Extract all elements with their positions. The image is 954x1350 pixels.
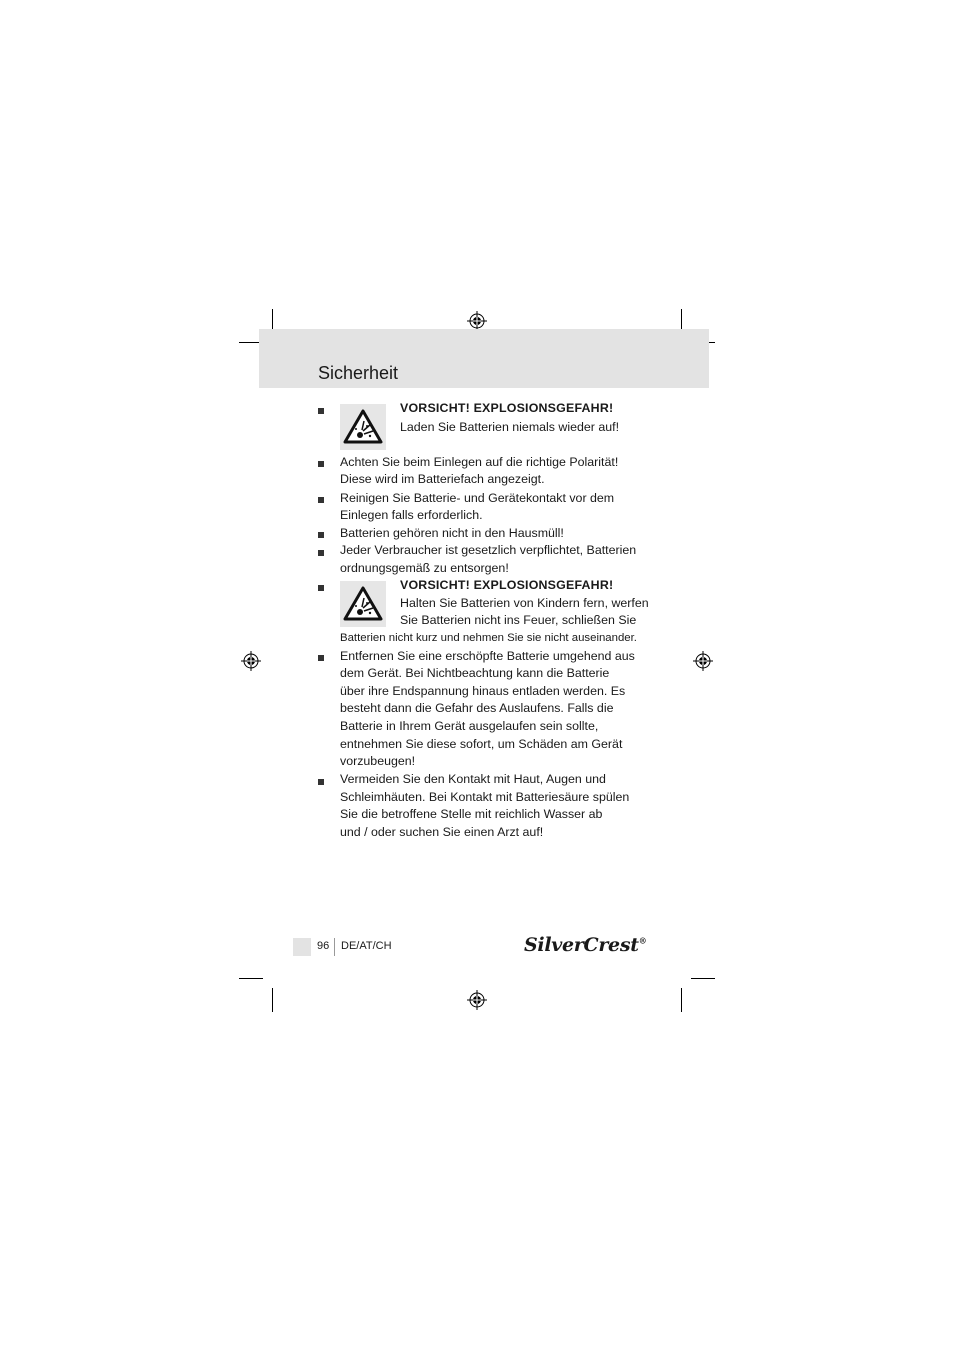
footer-language: DE/AT/CH [341,940,392,952]
page-number: 96 [317,940,330,952]
warning-text-line: Halten Sie Batterien von Kindern fern, werfen [400,596,649,610]
warning-icon-box [340,404,386,450]
warning-text-line: Sie Batterien nicht ins Feuer, schließen Sie [400,613,637,627]
brand-name: SilverCrest [524,934,639,956]
explosion-warning-icon [340,581,386,627]
crop-mark [272,988,273,1012]
list-item-line: Diese wird im Batteriefach angezeigt. [340,472,545,486]
list-item-line: und / oder suchen Sie einen Arzt auf! [340,825,544,839]
footer-divider [334,938,335,956]
list-item-line: Entfernen Sie eine erschöpfte Batterie umgehend aus [340,649,635,663]
list-bullet [318,779,324,785]
list-item-line: entnehmen Sie diese sofort, um Schäden am Gerät [340,737,623,751]
list-bullet [318,585,324,591]
brand-registered-mark: ® [638,935,647,946]
list-item-line: Einlegen falls erforderlich. [340,508,483,522]
explosion-warning-icon [340,404,386,450]
list-item-line: Batterie in Ihrem Gerät ausgelaufen sein sollte, [340,719,599,733]
list-item-line: Achten Sie beim Einlegen auf die richtige Polarität! [340,455,619,469]
list-bullet [318,550,324,556]
list-item-line: besteht dann die Gefahr des Auslaufens. Falls die [340,701,614,715]
list-item-line: Jeder Verbraucher ist gesetzlich verpflichtet, Batterien [340,543,637,557]
warning-text-line: Laden Sie Batterien niemals wieder auf! [400,420,620,434]
brand-logo [524,934,646,956]
list-bullet [318,461,324,467]
list-bullet [318,408,324,414]
registration-mark-icon [241,651,261,671]
list-bullet [318,655,324,661]
registration-mark-icon [467,311,487,331]
list-item-line: Reinigen Sie Batterie- und Gerätekontakt vor dem [340,491,615,505]
warning-icon-box [340,581,386,627]
list-item-line: dem Gerät. Bei Nichtbeachtung kann die Batterie [340,666,610,680]
registration-mark-icon [467,990,487,1010]
list-bullet [318,532,324,538]
list-item-line: Sie die betroffene Stelle mit reichlich Wasser ab [340,807,603,821]
crop-mark [239,978,263,979]
warning-title: VORSICHT! EXPLOSIONSGEFAHR! [400,578,614,592]
crop-mark [681,988,682,1012]
page-title: Sicherheit [318,363,399,383]
warning-text-line: Batterien nicht kurz und nehmen Sie sie nicht auseinander. [340,632,637,644]
list-item-line: Batterien gehören nicht in den Hausmüll! [340,526,564,540]
registration-mark-icon [693,651,713,671]
list-item-line: Vermeiden Sie den Kontakt mit Haut, Augen und [340,772,606,786]
list-item-line: über ihre Endspannung hinaus entladen werden. Es [340,684,626,698]
footer-tab [293,938,311,956]
warning-title: VORSICHT! EXPLOSIONSGEFAHR! [400,401,614,415]
list-item-line: ordnungsgemäß zu entsorgen! [340,561,509,575]
list-bullet [318,497,324,503]
list-item-line: vorzubeugen! [340,754,416,768]
list-item-line: Schleimhäuten. Bei Kontakt mit Batteriesäure spülen [340,790,630,804]
crop-mark [691,978,715,979]
